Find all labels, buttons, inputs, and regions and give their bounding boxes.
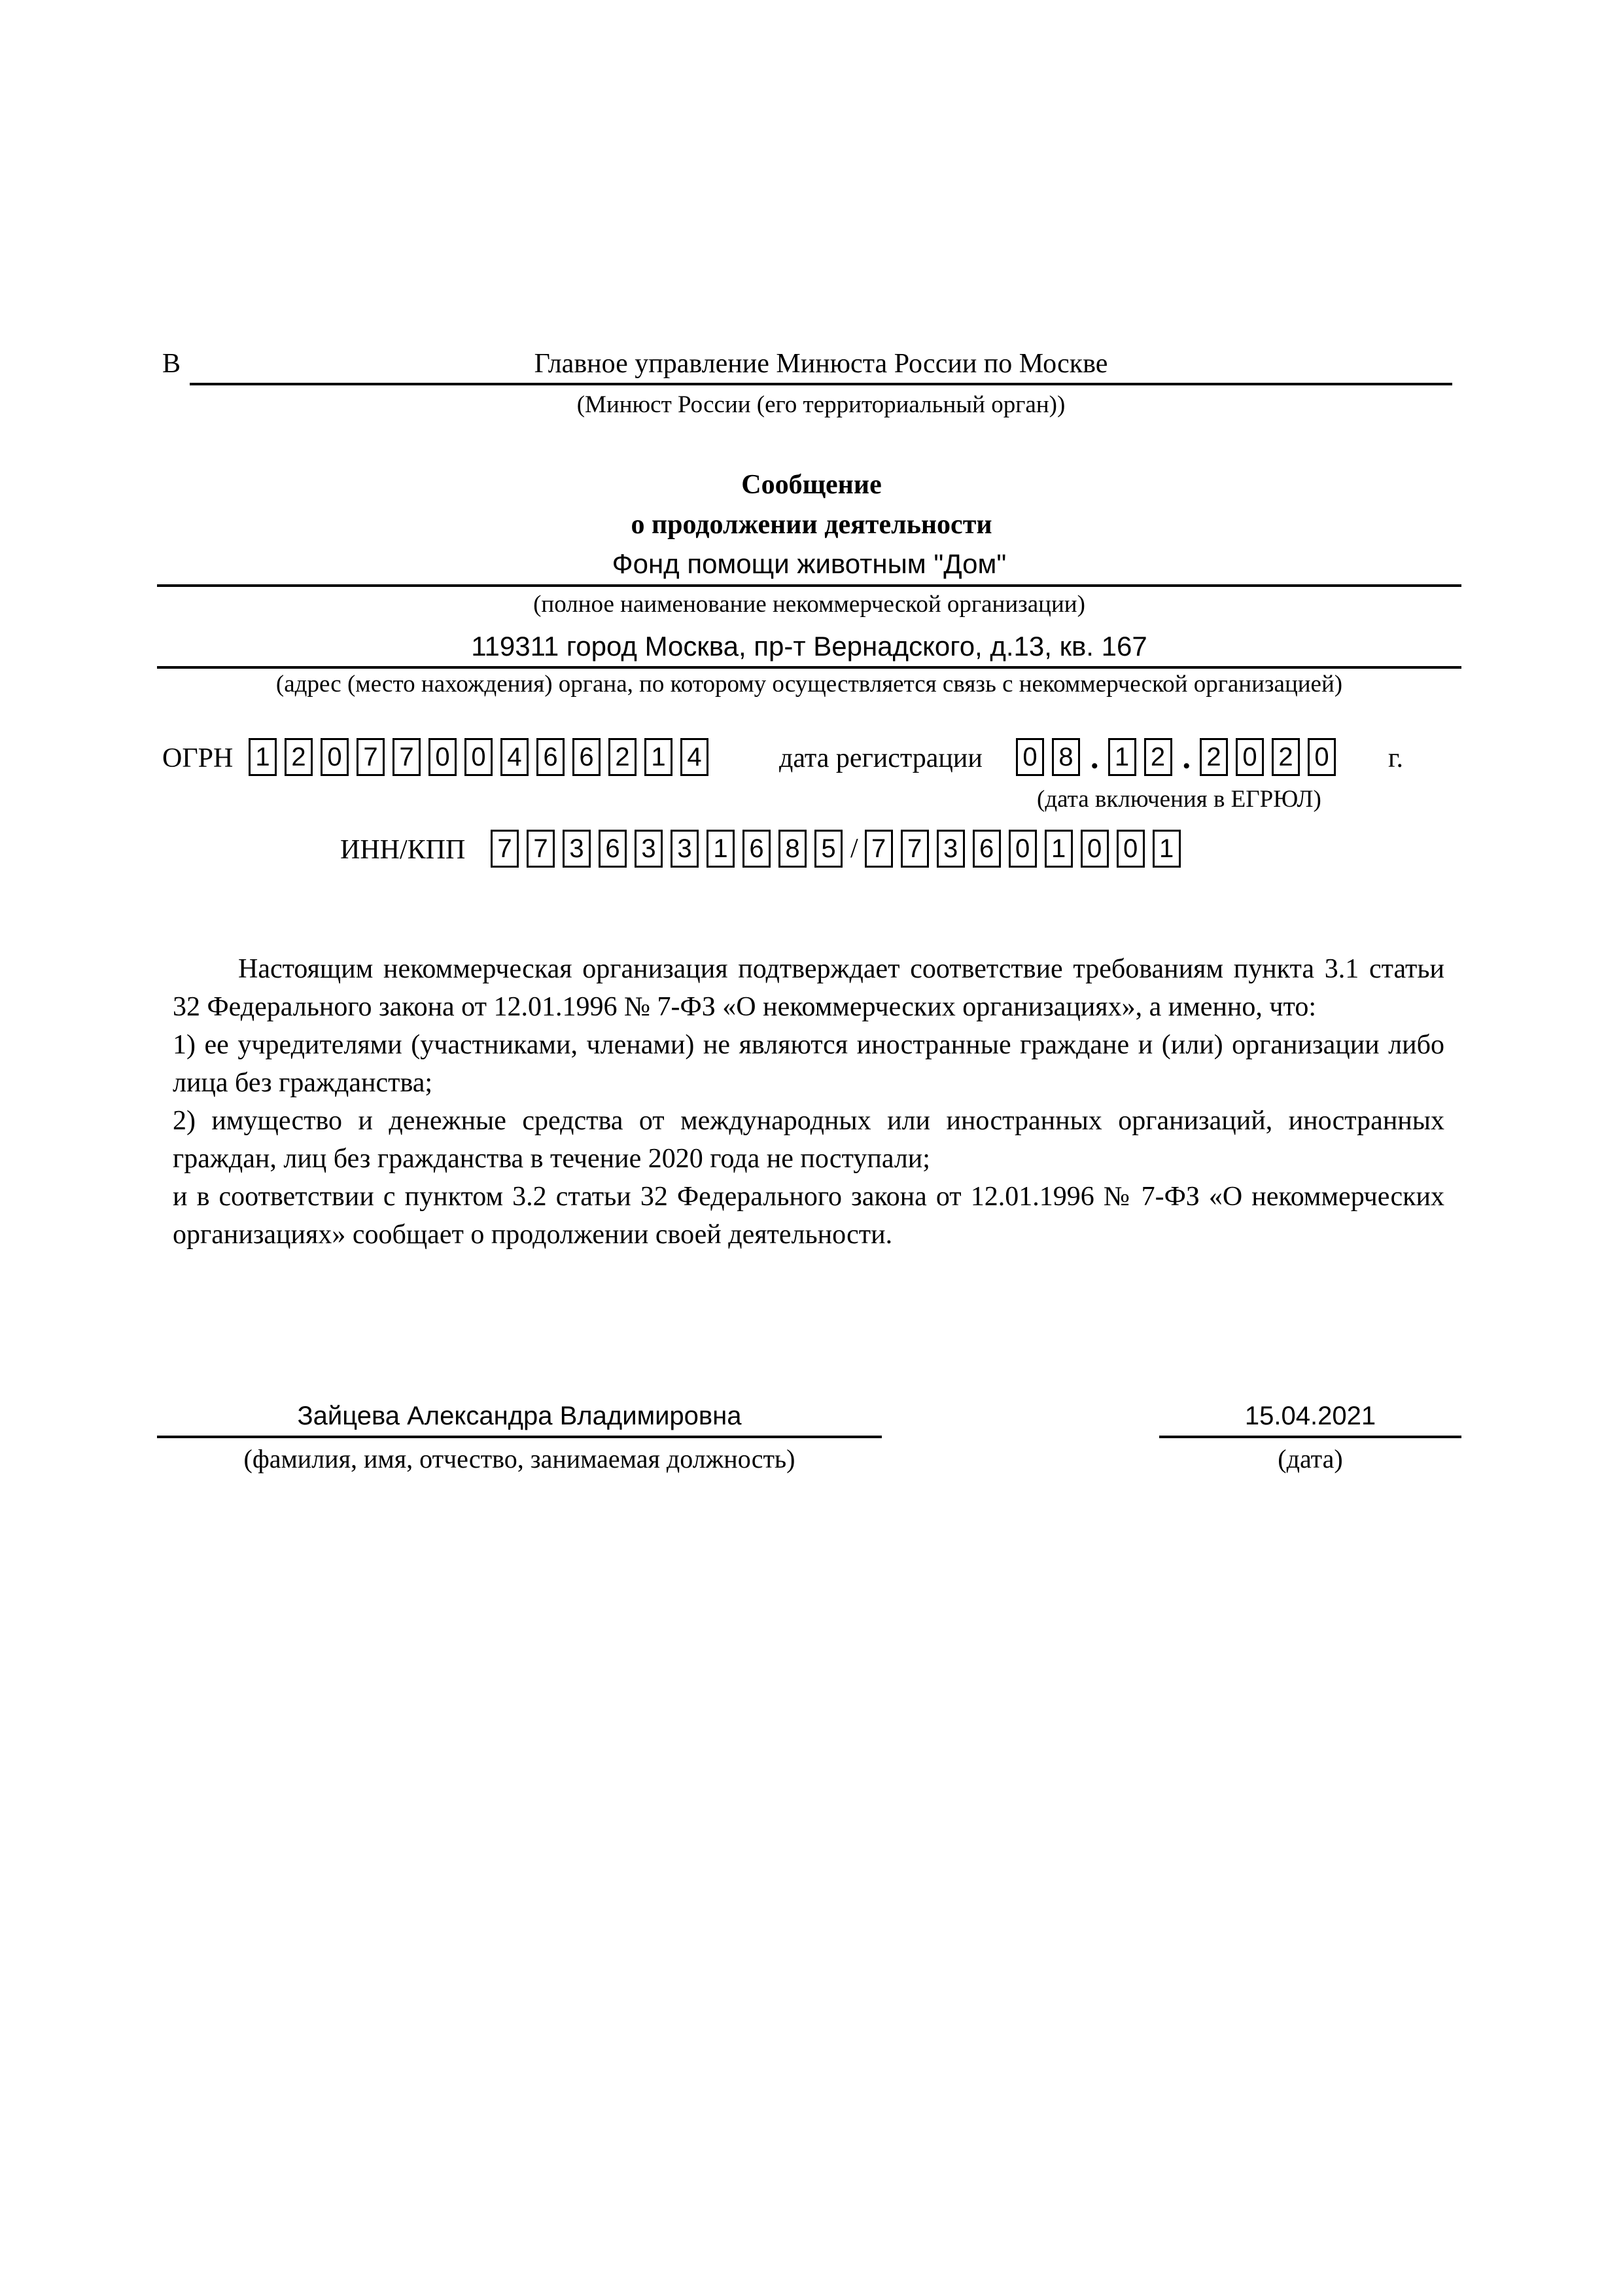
reg-date-caption: (дата включения в ЕГРЮЛ): [1037, 786, 1321, 813]
addressee-underline: [190, 383, 1452, 385]
inn-digit-box: 5: [814, 830, 843, 868]
signature-date-caption: (дата): [1278, 1444, 1343, 1474]
addressee-authority: Главное управление Минюста России по Москве: [534, 349, 1108, 379]
inn-digit-box: 3: [563, 830, 591, 868]
organization-name-caption: (полное наименование некоммерческой организации): [533, 591, 1085, 618]
reg-date-boxes: [1016, 738, 1344, 776]
reg-day-digit-box: 8: [1052, 738, 1080, 776]
ogrn-digit-box: 1: [644, 738, 672, 776]
ogrn-digit-box: 4: [500, 738, 529, 776]
ogrn-digit-box: 0: [464, 738, 493, 776]
addressee-caption: (Минюст России (его территориальный орган)): [576, 391, 1066, 418]
kpp-digit-box: 7: [865, 830, 893, 868]
date-separator: .: [1182, 739, 1191, 775]
ogrn-digit-box: 7: [357, 738, 385, 776]
inn-digit-box: 3: [635, 830, 663, 868]
ogrn-boxes: [249, 738, 716, 776]
addressee-prefix: В: [162, 349, 181, 379]
organization-address-caption: (адрес (место нахождения) органа, по которому осуществляется связь с некоммерческой организацией): [275, 671, 1343, 698]
signature-date-underline: [1159, 1436, 1461, 1438]
ogrn-label: ОГРН: [162, 743, 234, 773]
signatory-name: Зайцева Александра Владимировна: [297, 1402, 742, 1430]
document-subtitle: о продолжении деятельности: [631, 510, 992, 540]
kpp-digit-box: 0: [1081, 830, 1109, 868]
ogrn-digit-box: 6: [572, 738, 601, 776]
kpp-digit-box: 1: [1153, 830, 1181, 868]
paragraph-conclusion: и в соответствии с пунктом 3.2 статьи 32 Федерального закона от 12.01.1996 № 7-ФЗ «О некоммерческих организациях» сообщает о продолжении своей деятельности.: [173, 1182, 1444, 1250]
reg-year-digit-box: 0: [1308, 738, 1336, 776]
date-separator: .: [1091, 739, 1099, 775]
body-text: [173, 950, 1444, 1254]
reg-day-digit-box: 0: [1016, 738, 1044, 776]
kpp-digit-box: 7: [901, 830, 929, 868]
signatory-caption: (фамилия, имя, отчество, занимаемая должность): [243, 1444, 795, 1474]
inn-kpp-boxes: [491, 830, 1189, 868]
kpp-digit-box: 0: [1117, 830, 1145, 868]
ogrn-digit-box: 0: [428, 738, 457, 776]
reg-month-digit-box: 2: [1144, 738, 1172, 776]
inn-digit-box: 7: [491, 830, 519, 868]
inn-kpp-separator: /: [850, 834, 858, 864]
signatory-underline: [157, 1436, 882, 1438]
inn-digit-box: 6: [742, 830, 771, 868]
organization-address: 119311 город Москва, пр-т Вернадского, д.13, кв. 167: [471, 631, 1147, 662]
reg-year-digit-box: 0: [1236, 738, 1264, 776]
organization-address-underline: [157, 666, 1461, 669]
inn-digit-box: 8: [778, 830, 807, 868]
paragraph-item-1: 1) ее учредителями (участниками, членами) не являются иностранные граждане и (или) организации либо лица без гражданства;: [173, 1030, 1444, 1098]
signature-date: 15.04.2021: [1244, 1402, 1376, 1430]
reg-month-digit-box: 1: [1108, 738, 1136, 776]
inn-digit-box: 3: [671, 830, 699, 868]
kpp-digit-box: 6: [973, 830, 1001, 868]
inn-digit-box: 7: [527, 830, 555, 868]
organization-name-underline: [157, 584, 1461, 587]
ogrn-digit-box: 1: [249, 738, 277, 776]
ogrn-digit-box: 2: [285, 738, 313, 776]
kpp-digit-box: 3: [937, 830, 965, 868]
organization-name: Фонд помощи животным "Дом": [612, 548, 1007, 579]
ogrn-digit-box: 2: [608, 738, 637, 776]
inn-digit-box: 6: [599, 830, 627, 868]
reg-year-digit-box: 2: [1272, 738, 1300, 776]
inn-kpp-label: ИНН/КПП: [340, 835, 466, 865]
paragraph-item-2: 2) имущество и денежные средства от международных или иностранных организаций, иностранных граждан, лиц без гражданства в течение 2020 года не поступали;: [173, 1106, 1444, 1174]
reg-date-label: дата регистрации: [779, 743, 983, 773]
ogrn-digit-box: 6: [536, 738, 565, 776]
reg-year-digit-box: 2: [1200, 738, 1228, 776]
ogrn-digit-box: 4: [680, 738, 708, 776]
ogrn-digit-box: 0: [321, 738, 349, 776]
paragraph-intro: Настоящим некоммерческая организация подтверждает соответствие требованиям пункта 3.1 статьи 32 Федерального закона от 12.01.1996 № 7-ФЗ «О некоммерческих организациях», а именно, что:: [173, 954, 1444, 1022]
year-suffix: г.: [1388, 743, 1403, 773]
ogrn-digit-box: 7: [393, 738, 421, 776]
document-title: Сообщение: [741, 470, 882, 500]
kpp-digit-box: 1: [1045, 830, 1073, 868]
kpp-digit-box: 0: [1009, 830, 1037, 868]
inn-digit-box: 1: [707, 830, 735, 868]
